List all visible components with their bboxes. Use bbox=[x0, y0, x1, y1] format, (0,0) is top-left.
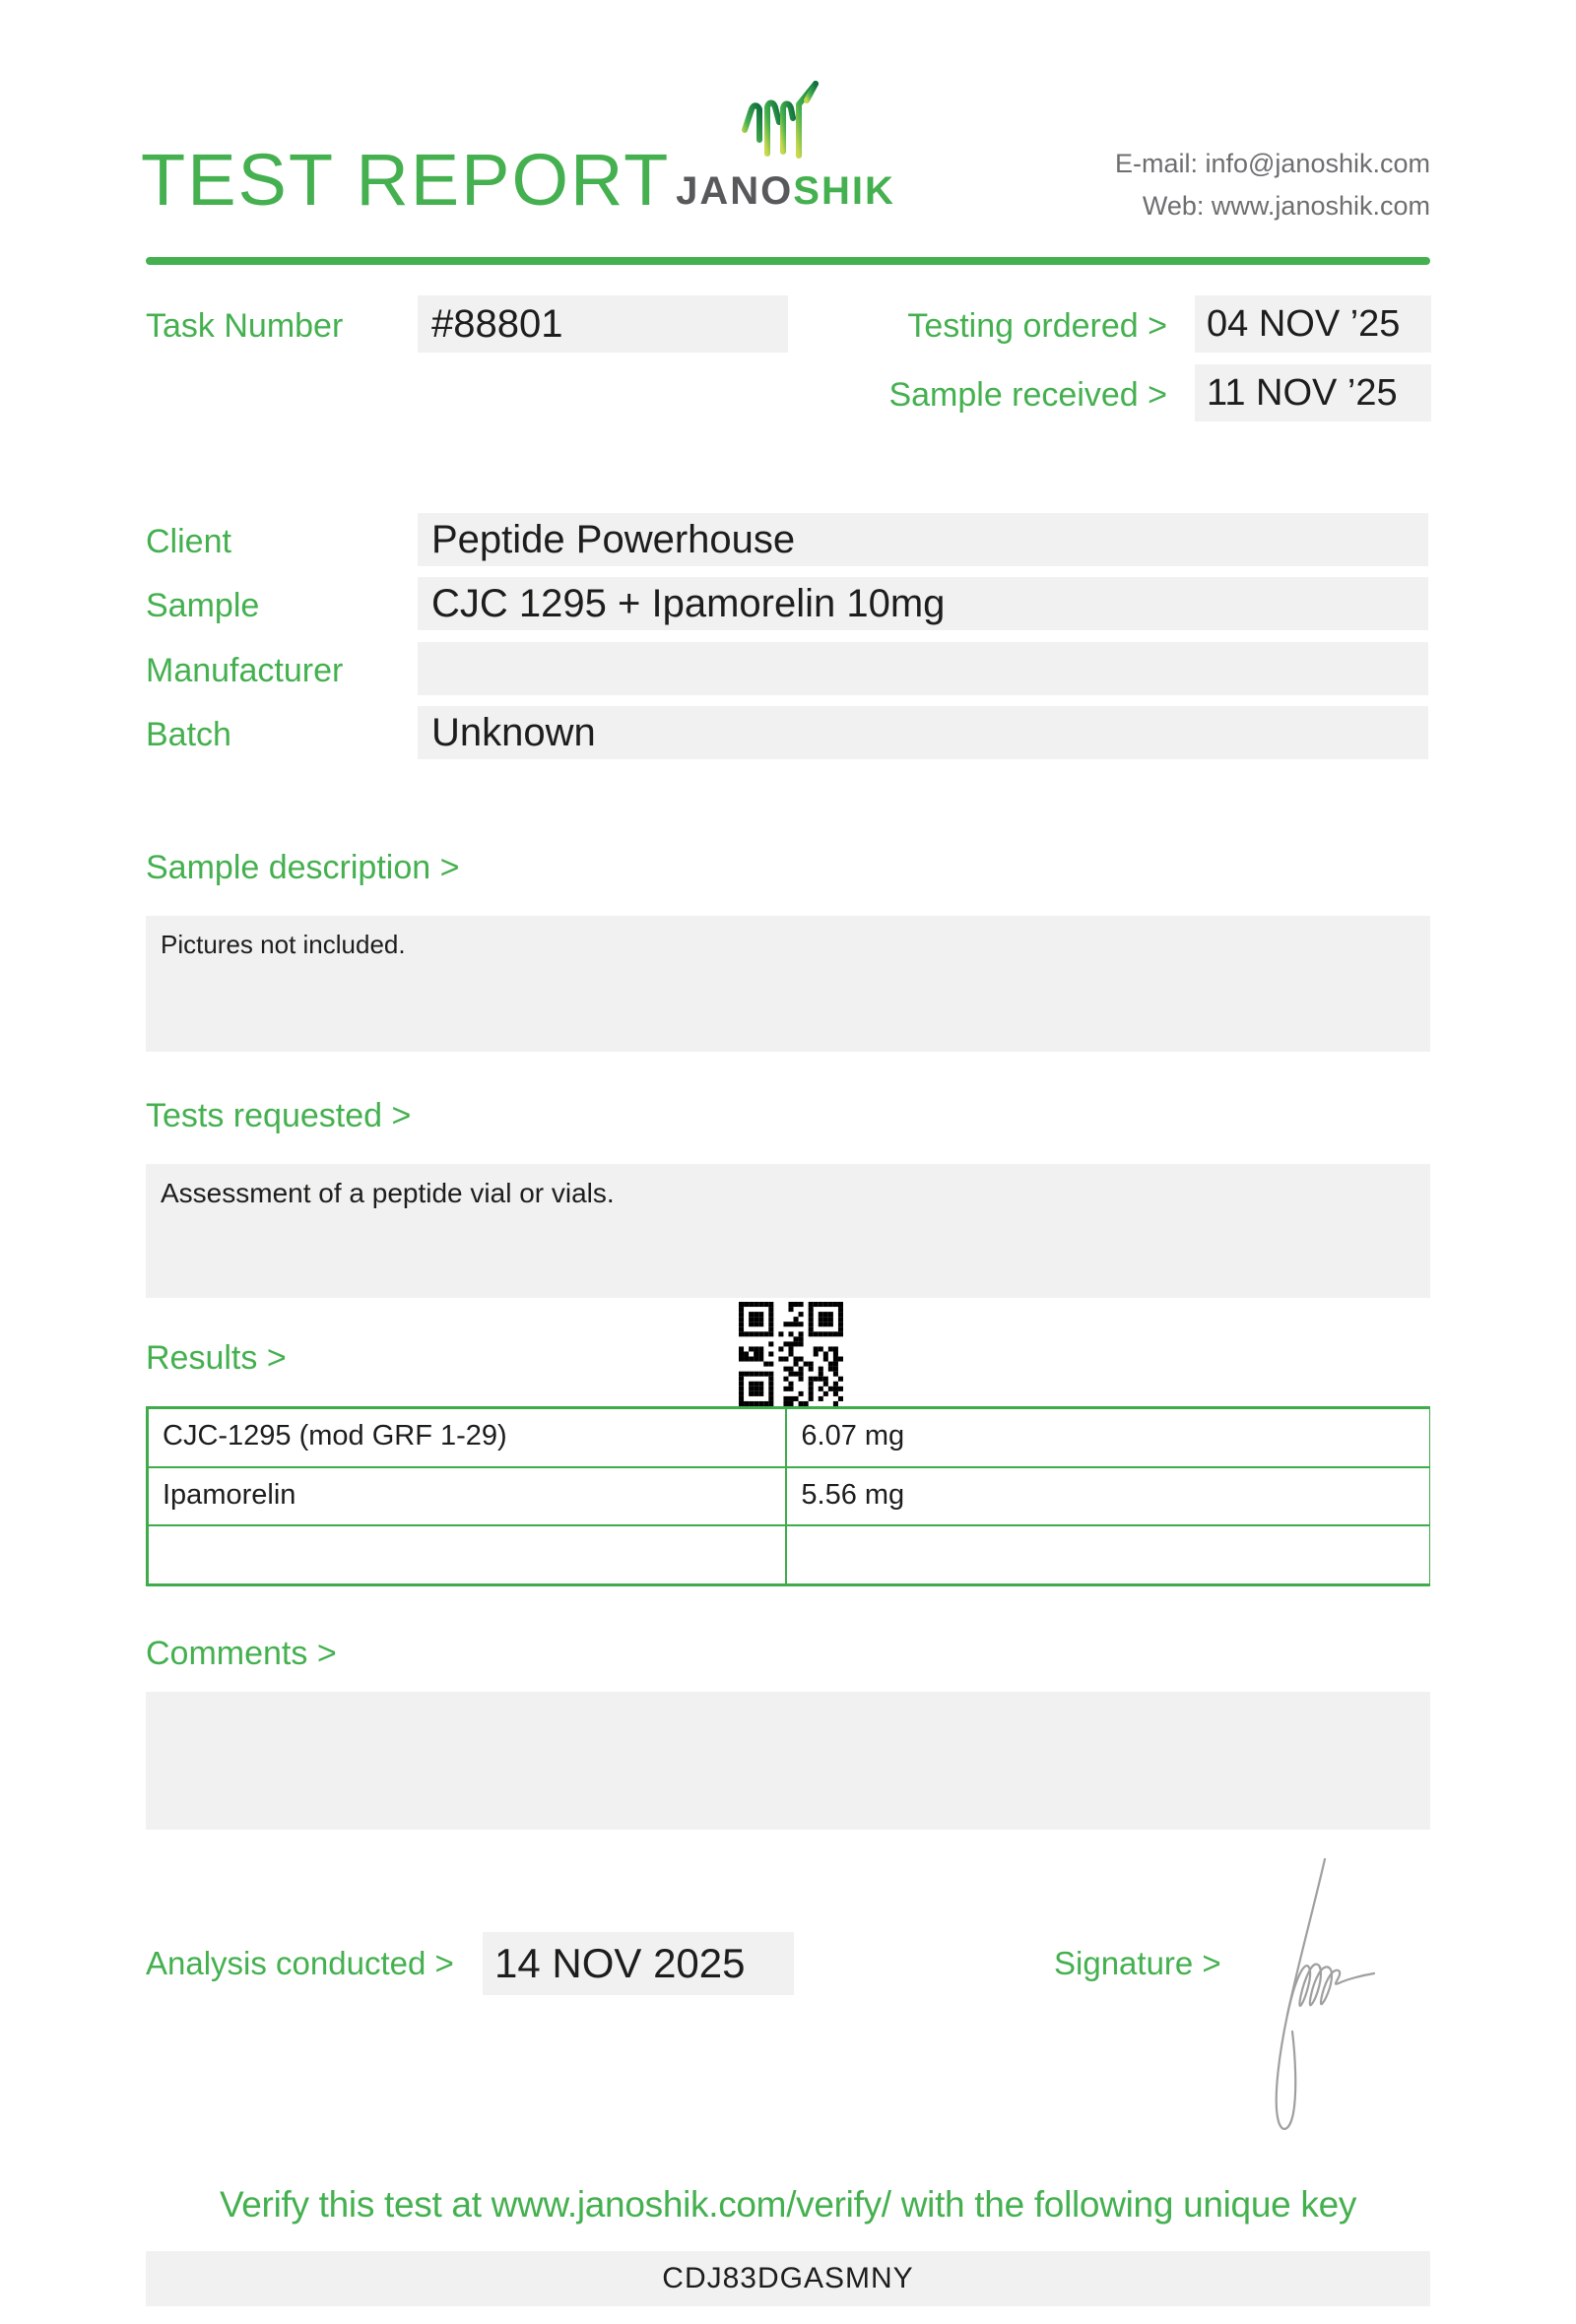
tests-requested-heading: Tests requested > bbox=[146, 1097, 412, 1134]
results-amount-cell: 6.07 mg bbox=[787, 1409, 1429, 1466]
analysis-conducted-value: 14 NOV 2025 bbox=[494, 1940, 746, 1986]
results-amount-cell: 5.56 mg bbox=[787, 1468, 1429, 1525]
client-value: Peptide Powerhouse bbox=[431, 518, 796, 561]
results-amount-cell bbox=[787, 1526, 1429, 1583]
page-title: TEST REPORT bbox=[141, 139, 671, 221]
sample-received-field bbox=[1195, 364, 1431, 421]
sample-description-text: Pictures not included. bbox=[161, 930, 406, 959]
sample-value: CJC 1295 + Ipamorelin 10mg bbox=[431, 582, 946, 625]
manufacturer-field bbox=[418, 642, 1428, 695]
janoshik-logo-wordmark bbox=[650, 169, 921, 214]
task-number-label: Task Number bbox=[146, 307, 344, 345]
logo-text-green: SHIK bbox=[793, 169, 895, 213]
verify-key-box bbox=[146, 2251, 1430, 2306]
tests-requested-text: Assessment of a peptide vial or vials. bbox=[161, 1178, 615, 1208]
testing-ordered-value: 04 NOV ’25 bbox=[1207, 303, 1401, 345]
batch-field bbox=[418, 706, 1428, 759]
sample-field bbox=[418, 577, 1428, 630]
client-label: Client bbox=[146, 523, 231, 560]
results-analyte-cell: Ipamorelin bbox=[149, 1468, 785, 1525]
task-number-value: #88801 bbox=[431, 302, 563, 346]
client-field bbox=[418, 513, 1428, 566]
janoshik-logo-icon bbox=[737, 79, 827, 163]
contact-block bbox=[1115, 143, 1430, 227]
comments-heading: Comments > bbox=[146, 1635, 337, 1672]
results-analyte-cell bbox=[149, 1526, 785, 1583]
sample-description-heading: Sample description > bbox=[146, 849, 460, 886]
header-divider bbox=[146, 257, 1430, 265]
results-table bbox=[146, 1406, 1430, 1586]
tests-requested-box bbox=[146, 1164, 1430, 1298]
task-number-field bbox=[418, 295, 788, 353]
comments-text bbox=[146, 1692, 1430, 1706]
results-analyte-cell: CJC-1295 (mod GRF 1-29) bbox=[149, 1409, 785, 1466]
verify-instruction: Verify this test at www.janoshik.com/verify/ with the following unique key bbox=[219, 2184, 1357, 2225]
web-line: Web: www.janoshik.com bbox=[1142, 191, 1430, 221]
sample-received-label: Sample received > bbox=[888, 376, 1167, 414]
sample-label: Sample bbox=[146, 587, 260, 624]
comments-box bbox=[146, 1692, 1430, 1830]
analysis-conducted-label: Analysis conducted > bbox=[146, 1945, 454, 1981]
analysis-conducted-field bbox=[483, 1932, 794, 1995]
testing-ordered-label: Testing ordered > bbox=[907, 307, 1167, 345]
results-heading: Results > bbox=[146, 1339, 287, 1377]
manufacturer-label: Manufacturer bbox=[146, 652, 344, 689]
batch-label: Batch bbox=[146, 716, 231, 753]
signature-label: Signature > bbox=[1054, 1945, 1221, 1981]
testing-ordered-field bbox=[1195, 295, 1431, 353]
sample-description-box bbox=[146, 916, 1430, 1052]
verify-key-value: CDJ83DGASMNY bbox=[662, 2262, 914, 2294]
qr-code bbox=[739, 1302, 843, 1406]
signature-image bbox=[1236, 1849, 1384, 2145]
batch-value: Unknown bbox=[431, 711, 596, 754]
logo-text-dark: JANO bbox=[676, 169, 794, 213]
email-line: E-mail: info@janoshik.com bbox=[1114, 149, 1430, 178]
sample-received-value: 11 NOV ’25 bbox=[1207, 372, 1398, 414]
